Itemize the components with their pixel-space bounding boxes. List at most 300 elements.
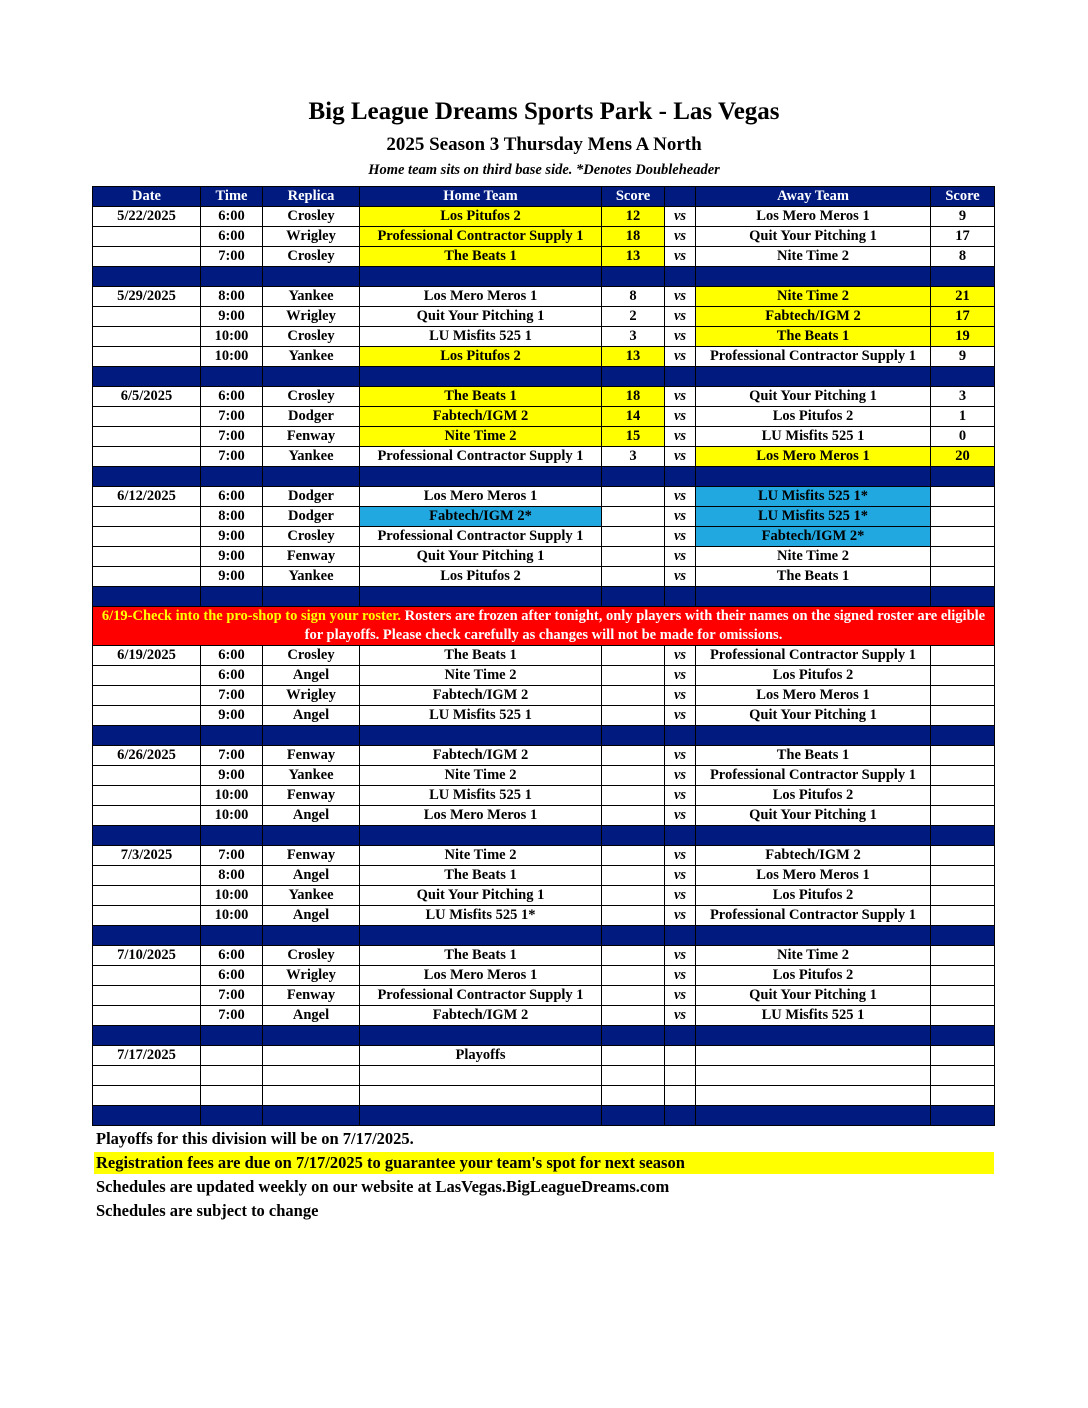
table-header-row: [93, 187, 995, 207]
game-date: 7/10/2025: [93, 946, 201, 966]
col-header-away-score: Score: [931, 187, 995, 207]
footer-playoffs-note: Playoffs for this division will be on 7/17/2025.: [96, 1129, 414, 1148]
vs-label: vs: [665, 966, 696, 986]
separator-cell: [263, 926, 360, 946]
home-score: [602, 1086, 665, 1106]
game-time: 9:00: [201, 547, 263, 567]
separator-cell: [201, 1106, 263, 1126]
separator-cell: [263, 726, 360, 746]
away-score: [931, 507, 995, 527]
separator-cell: [602, 726, 665, 746]
away-score: 9: [931, 347, 995, 367]
game-date: [93, 1006, 201, 1026]
home-team: Nite Time 2: [360, 666, 602, 686]
home-score: [602, 487, 665, 507]
separator-cell: [93, 826, 201, 846]
vs-label: vs: [665, 666, 696, 686]
page-subtitle: 2025 Season 3 Thursday Mens A North: [386, 134, 702, 155]
game-date: [93, 547, 201, 567]
game-field: Fenway: [263, 846, 360, 866]
game-date: 7/3/2025: [93, 846, 201, 866]
vs-label: vs: [665, 906, 696, 926]
game-date: [93, 806, 201, 826]
home-team: Los Mero Meros 1: [360, 806, 602, 826]
game-field: Fenway: [263, 786, 360, 806]
separator-cell: [696, 826, 931, 846]
game-row: [93, 646, 995, 666]
separator-cell: [665, 826, 696, 846]
home-team: LU Misfits 525 1: [360, 706, 602, 726]
home-score: [602, 646, 665, 666]
separator-cell: [931, 926, 995, 946]
vs-label: [665, 1086, 696, 1106]
away-score: [931, 746, 995, 766]
game-time: 9:00: [201, 766, 263, 786]
home-team: LU Misfits 525 1*: [360, 906, 602, 926]
separator-cell: [263, 267, 360, 287]
game-field: Dodger: [263, 507, 360, 527]
home-score: [602, 706, 665, 726]
vs-label: vs: [665, 287, 696, 307]
separator-cell: [602, 926, 665, 946]
game-time: 10:00: [201, 327, 263, 347]
separator-cell: [263, 467, 360, 487]
away-score: [931, 846, 995, 866]
vs-label: vs: [665, 686, 696, 706]
game-date: [93, 666, 201, 686]
game-row: [93, 706, 995, 726]
game-field: Dodger: [263, 407, 360, 427]
separator-cell: [931, 726, 995, 746]
separator-cell: [360, 267, 602, 287]
footer-website-note: Schedules are updated weekly on our website at LasVegas.BigLeagueDreams.com: [96, 1177, 670, 1196]
away-team: Professional Contractor Supply 1: [696, 906, 931, 926]
home-team: [360, 1086, 602, 1106]
game-date: 5/22/2025: [93, 207, 201, 227]
game-date: [93, 966, 201, 986]
separator-cell: [665, 726, 696, 746]
home-score: [602, 866, 665, 886]
game-row: [93, 766, 995, 786]
separator-cell: [360, 367, 602, 387]
game-field: Crosley: [263, 207, 360, 227]
home-team: Quit Your Pitching 1: [360, 307, 602, 327]
vs-label: vs: [665, 247, 696, 267]
separator-cell: [93, 267, 201, 287]
separator-cell: [696, 467, 931, 487]
game-field: Crosley: [263, 946, 360, 966]
home-team: Professional Contractor Supply 1: [360, 227, 602, 247]
away-score: 17: [931, 307, 995, 327]
game-time: 7:00: [201, 746, 263, 766]
separator-cell: [263, 367, 360, 387]
game-date: [93, 327, 201, 347]
away-score: [931, 886, 995, 906]
home-score: [602, 1066, 665, 1086]
home-score: [602, 567, 665, 587]
away-score: [931, 567, 995, 587]
separator-cell: [665, 467, 696, 487]
game-time: 8:00: [201, 507, 263, 527]
separator-cell: [93, 587, 201, 607]
vs-label: vs: [665, 527, 696, 547]
game-field: Fenway: [263, 427, 360, 447]
home-score: 3: [602, 327, 665, 347]
separator-cell: [665, 1106, 696, 1126]
footer-change-note: Schedules are subject to change: [96, 1201, 319, 1220]
game-time: 7:00: [201, 427, 263, 447]
game-time: 7:00: [201, 447, 263, 467]
game-field: Fenway: [263, 986, 360, 1006]
separator-cell: [931, 1106, 995, 1126]
game-date: [93, 427, 201, 447]
roster-notice-lead: 6/19-Check into the pro-shop to sign your roster.: [101, 608, 402, 624]
home-team: Los Mero Meros 1: [360, 487, 602, 507]
game-field: Crosley: [263, 247, 360, 267]
game-time: 6:00: [201, 227, 263, 247]
game-row: [93, 507, 995, 527]
game-date: [93, 906, 201, 926]
schedule-note: Home team sits on third base side. *Denotes Doubleheader: [368, 162, 720, 178]
game-row: [93, 866, 995, 886]
home-team: The Beats 1: [360, 247, 602, 267]
game-date: [93, 986, 201, 1006]
vs-label: vs: [665, 407, 696, 427]
away-team: Los Pitufos 2: [696, 666, 931, 686]
away-score: [931, 547, 995, 567]
away-team: [696, 1086, 931, 1106]
away-score: [931, 1086, 995, 1106]
week-separator-row: [93, 367, 995, 387]
separator-cell: [602, 1026, 665, 1046]
col-header-home-team: Home Team: [360, 187, 602, 207]
game-time: 7:00: [201, 1006, 263, 1026]
game-time: 9:00: [201, 706, 263, 726]
game-row: [93, 567, 995, 587]
away-team: The Beats 1: [696, 567, 931, 587]
away-team: Professional Contractor Supply 1: [696, 347, 931, 367]
game-field: Angel: [263, 806, 360, 826]
game-row: [93, 527, 995, 547]
vs-label: vs: [665, 307, 696, 327]
game-time: [201, 1046, 263, 1066]
week-separator-row: [93, 826, 995, 846]
home-team: Los Pitufos 2: [360, 207, 602, 227]
away-team: Los Pitufos 2: [696, 886, 931, 906]
separator-cell: [93, 367, 201, 387]
game-field: Yankee: [263, 287, 360, 307]
separator-cell: [93, 1106, 201, 1126]
vs-label: vs: [665, 866, 696, 886]
home-score: [602, 1046, 665, 1066]
roster-notice: [93, 607, 995, 646]
home-team: The Beats 1: [360, 387, 602, 407]
game-row: [93, 946, 995, 966]
away-team: LU Misfits 525 1: [696, 1006, 931, 1026]
separator-cell: [696, 367, 931, 387]
away-team: Los Mero Meros 1: [696, 866, 931, 886]
home-score: [602, 527, 665, 547]
separator-cell: [360, 467, 602, 487]
schedule-body: [93, 207, 995, 1126]
game-row: [93, 746, 995, 766]
home-score: [602, 547, 665, 567]
vs-label: vs: [665, 387, 696, 407]
vs-label: [665, 1066, 696, 1086]
separator-cell: [93, 726, 201, 746]
game-row: [93, 1066, 995, 1086]
game-row: [93, 387, 995, 407]
separator-cell: [665, 1026, 696, 1046]
vs-label: vs: [665, 487, 696, 507]
away-team: Los Mero Meros 1: [696, 207, 931, 227]
home-team: [360, 1066, 602, 1086]
game-row: [93, 327, 995, 347]
away-score: 17: [931, 227, 995, 247]
game-time: 8:00: [201, 287, 263, 307]
away-score: 20: [931, 447, 995, 467]
game-row: [93, 287, 995, 307]
away-score: [931, 527, 995, 547]
roster-notice-text: Rosters are frozen after tonight, only players with their names on the signed roster are eligible for playoffs. Please check carefully as changes will not be made for omissions.: [304, 608, 986, 643]
col-header-away-team: Away Team: [696, 187, 931, 207]
home-team: The Beats 1: [360, 946, 602, 966]
home-team: LU Misfits 525 1: [360, 786, 602, 806]
vs-label: vs: [665, 646, 696, 666]
schedule-table: [92, 186, 995, 1126]
vs-label: vs: [665, 806, 696, 826]
away-team: Quit Your Pitching 1: [696, 706, 931, 726]
away-team: Professional Contractor Supply 1: [696, 646, 931, 666]
home-team: LU Misfits 525 1: [360, 327, 602, 347]
home-score: [602, 886, 665, 906]
col-header-vs: [665, 187, 696, 207]
week-separator-row: [93, 926, 995, 946]
away-team: Fabtech/IGM 2*: [696, 527, 931, 547]
game-date: [93, 407, 201, 427]
separator-cell: [931, 467, 995, 487]
game-field: Dodger: [263, 487, 360, 507]
separator-cell: [360, 1106, 602, 1126]
game-time: 9:00: [201, 307, 263, 327]
away-team: [696, 1066, 931, 1086]
home-score: [602, 806, 665, 826]
week-separator-row: [93, 467, 995, 487]
home-team: Fabtech/IGM 2: [360, 407, 602, 427]
game-row: [93, 886, 995, 906]
game-row: [93, 227, 995, 247]
vs-label: vs: [665, 547, 696, 567]
home-team: Nite Time 2: [360, 766, 602, 786]
home-team: Nite Time 2: [360, 427, 602, 447]
separator-cell: [93, 467, 201, 487]
separator-cell: [360, 587, 602, 607]
game-field: Yankee: [263, 886, 360, 906]
week-separator-row: [93, 267, 995, 287]
game-date: 5/29/2025: [93, 287, 201, 307]
game-date: [93, 766, 201, 786]
game-row: [93, 487, 995, 507]
away-score: [931, 986, 995, 1006]
game-date: [93, 786, 201, 806]
vs-label: vs: [665, 766, 696, 786]
game-time: 6:00: [201, 946, 263, 966]
game-time: 6:00: [201, 646, 263, 666]
game-time: 6:00: [201, 666, 263, 686]
home-score: 18: [602, 387, 665, 407]
vs-label: [665, 1046, 696, 1066]
game-time: [201, 1066, 263, 1086]
week-separator-row: [93, 726, 995, 746]
away-team: Los Pitufos 2: [696, 786, 931, 806]
away-team: Los Mero Meros 1: [696, 686, 931, 706]
vs-label: vs: [665, 567, 696, 587]
home-team: The Beats 1: [360, 866, 602, 886]
separator-cell: [602, 367, 665, 387]
home-team: Professional Contractor Supply 1: [360, 986, 602, 1006]
home-score: 12: [602, 207, 665, 227]
game-time: 7:00: [201, 247, 263, 267]
game-date: [93, 1086, 201, 1106]
game-time: 10:00: [201, 806, 263, 826]
away-team: Quit Your Pitching 1: [696, 806, 931, 826]
game-row: [93, 666, 995, 686]
separator-cell: [360, 726, 602, 746]
home-score: [602, 786, 665, 806]
home-team: Los Pitufos 2: [360, 567, 602, 587]
game-field: Wrigley: [263, 686, 360, 706]
game-date: [93, 527, 201, 547]
home-score: [602, 1006, 665, 1026]
game-field: Yankee: [263, 766, 360, 786]
separator-cell: [602, 587, 665, 607]
separator-cell: [263, 1026, 360, 1046]
game-field: [263, 1066, 360, 1086]
separator-cell: [360, 826, 602, 846]
away-score: [931, 866, 995, 886]
home-score: [602, 906, 665, 926]
game-field: Crosley: [263, 527, 360, 547]
home-team: Quit Your Pitching 1: [360, 886, 602, 906]
vs-label: vs: [665, 946, 696, 966]
game-row: [93, 207, 995, 227]
game-field: Yankee: [263, 347, 360, 367]
home-score: 15: [602, 427, 665, 447]
home-team: Quit Your Pitching 1: [360, 547, 602, 567]
home-score: 18: [602, 227, 665, 247]
away-score: 19: [931, 327, 995, 347]
away-team: Los Pitufos 2: [696, 407, 931, 427]
separator-cell: [263, 1106, 360, 1126]
game-field: Angel: [263, 666, 360, 686]
week-separator-row: [93, 1026, 995, 1046]
home-score: [602, 766, 665, 786]
game-date: [93, 227, 201, 247]
vs-label: vs: [665, 207, 696, 227]
game-row: [93, 1086, 995, 1106]
away-team: LU Misfits 525 1: [696, 427, 931, 447]
away-team: Quit Your Pitching 1: [696, 387, 931, 407]
away-team: Nite Time 2: [696, 946, 931, 966]
game-date: 6/19/2025: [93, 646, 201, 666]
vs-label: vs: [665, 227, 696, 247]
col-header-date: Date: [93, 187, 201, 207]
game-time: 6:00: [201, 966, 263, 986]
game-row: [93, 407, 995, 427]
away-team: Professional Contractor Supply 1: [696, 766, 931, 786]
home-score: [602, 746, 665, 766]
game-time: 10:00: [201, 906, 263, 926]
vs-label: vs: [665, 706, 696, 726]
home-score: [602, 686, 665, 706]
away-score: [931, 666, 995, 686]
separator-cell: [696, 587, 931, 607]
game-time: 9:00: [201, 527, 263, 547]
game-date: [93, 686, 201, 706]
game-row: [93, 1046, 995, 1066]
vs-label: vs: [665, 1006, 696, 1026]
away-score: [931, 946, 995, 966]
game-date: [93, 307, 201, 327]
separator-cell: [602, 1106, 665, 1126]
away-team: Fabtech/IGM 2: [696, 846, 931, 866]
game-field: Yankee: [263, 567, 360, 587]
game-date: [93, 247, 201, 267]
col-header-home-score: Score: [602, 187, 665, 207]
game-row: [93, 347, 995, 367]
home-team: Professional Contractor Supply 1: [360, 527, 602, 547]
game-field: Yankee: [263, 447, 360, 467]
home-score: 14: [602, 407, 665, 427]
game-time: 8:00: [201, 866, 263, 886]
separator-cell: [931, 1026, 995, 1046]
game-row: [93, 986, 995, 1006]
separator-cell: [665, 926, 696, 946]
game-row: [93, 427, 995, 447]
game-time: 7:00: [201, 686, 263, 706]
separator-cell: [360, 1026, 602, 1046]
game-date: [93, 347, 201, 367]
game-date: [93, 507, 201, 527]
away-score: [931, 906, 995, 926]
game-date: 6/12/2025: [93, 487, 201, 507]
home-team: Professional Contractor Supply 1: [360, 447, 602, 467]
separator-cell: [931, 367, 995, 387]
separator-cell: [602, 267, 665, 287]
separator-cell: [931, 826, 995, 846]
game-field: Wrigley: [263, 307, 360, 327]
separator-cell: [696, 1026, 931, 1046]
game-row: [93, 786, 995, 806]
away-team: Quit Your Pitching 1: [696, 227, 931, 247]
game-date: [93, 1066, 201, 1086]
home-team: Los Pitufos 2: [360, 347, 602, 367]
vs-label: vs: [665, 507, 696, 527]
vs-label: vs: [665, 347, 696, 367]
game-field: Wrigley: [263, 966, 360, 986]
game-row: [93, 447, 995, 467]
away-score: [931, 646, 995, 666]
game-time: 6:00: [201, 387, 263, 407]
away-score: [931, 1066, 995, 1086]
away-team: LU Misfits 525 1*: [696, 507, 931, 527]
vs-label: vs: [665, 327, 696, 347]
separator-cell: [201, 267, 263, 287]
game-field: Crosley: [263, 387, 360, 407]
page-title: Big League Dreams Sports Park - Las Vegas: [308, 98, 780, 125]
home-score: [602, 846, 665, 866]
separator-cell: [201, 467, 263, 487]
